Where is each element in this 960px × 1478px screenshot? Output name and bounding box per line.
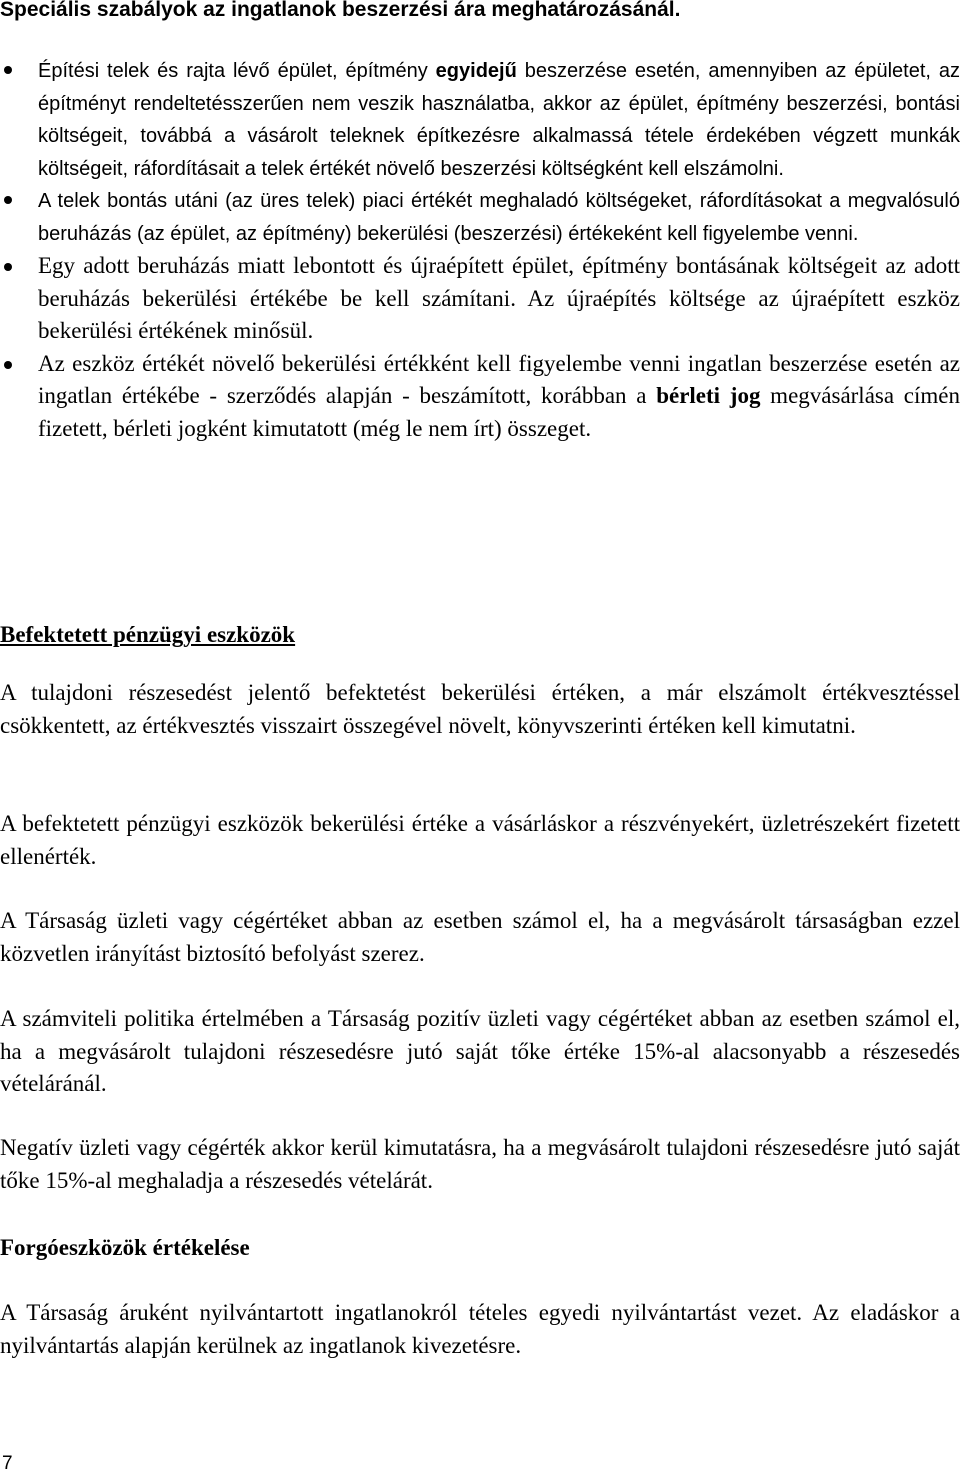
bullet-icon [4,361,12,369]
bullet-icon [4,66,12,74]
bullet-item-1 [0,55,960,185]
bullet-text-post: megvásárlása címén fizetett, bérleti jogként kimutatott (még le nem írt) összeget. [38,383,960,441]
paragraph: A számviteli politika értelmében a Társaság pozitív üzleti vagy cégértéket abban az esetben számol el, ha a megvásárolt tulajdoni részesedésre jutó saját tőke értéke 15%-al alacsonyabb a részesedés vételáránál. [0,1006,960,1096]
paragraph: A Társaság áruként nyilvántartott ingatlanokról tételes egyedi nyilvántartást vezet. Az eladáskor a nyilvántartás alapján kerülnek az ingatlanok kivezetésre. [0,1300,960,1358]
bullet-icon [4,196,12,204]
page-number: 7 [2,1453,13,1474]
bullet-text-post: beszerzése esetén, amennyiben az épületet, az építményt rendeltetésszerűen nem veszik használatba, akkor az épület, építmény beszerzési, bontási költségeit, továbbá a vásárolt teleknek építkezésre alkalmassá tétele érdekében végzett munkák költségeit, ráfordításait a telek értékét növelő beszerzési költségként kell elszámolni. [38,60,960,180]
page-title: Speciális szabályok az ingatlanok beszerzési ára meghatározásánál. [0,0,681,21]
paragraph: A befektetett pénzügyi eszközök bekerülési értéke a vásárláskor a részvényekért, üzletrészekért fizetett ellenérték. [0,811,960,869]
bullet-item-2 [0,185,960,250]
bullet-icon [4,263,12,271]
paragraph: A Társaság üzleti vagy cégértéket abban az esetben számol el, ha a megvásárolt társaságban ezzel közvetlen irányítást biztosító befolyást szerez. [0,908,960,966]
bullet-text-pre: Az eszköz értékét növelő bekerülési értékként kell figyelembe venni ingatlan beszerzése esetén az ingatlan értékébe - szerződés alapján - beszámított, korábban a [38,350,960,408]
section-heading-investments: Befektetett pénzügyi eszközök [0,622,296,647]
bullet-item-3 [0,250,960,348]
paragraph: A tulajdoni részesedést jelentő befektetést bekerülési értéken, a már elszámolt értékvesztéssel csökkentett, az értékvesztés visszairt összegével növelt, könyvszerinti értéken kell kimutatni. [0,680,960,738]
bullet-text: A telek bontás utáni (az üres telek) piaci értékét meghaladó költségeket, ráfordításokat a megvalósuló beruházás (az épület, az építmény) bekerülési (beszerzési) értékeként kell figyelembe venni. [38,190,960,245]
section-heading-current-assets: Forgóeszközök értékelése [0,1235,250,1260]
bullet-text: Egy adott beruházás miatt lebontott és újraépített épület, építmény bontásának költségeit az adott beruházás bekerülési értékébe be kell számítani. Az újraépítés költsége az újraépített eszköz bekerülési értékének minősül. [38,253,960,343]
bullet-text-bold: egyidejű [435,60,517,82]
bullet-item-4 [0,348,960,446]
bullet-text-bold: bérleti jog [656,383,761,408]
bullet-text-pre: Építési telek és rajta lévő épület, építmény [38,60,436,82]
bullet-list [0,55,960,445]
paragraph: Negatív üzleti vagy cégérték akkor kerül kimutatásra, ha a megvásárolt tulajdoni részesedésre jutó saját tőke 15%-al meghaladja a részesedés vételárát. [0,1135,960,1193]
